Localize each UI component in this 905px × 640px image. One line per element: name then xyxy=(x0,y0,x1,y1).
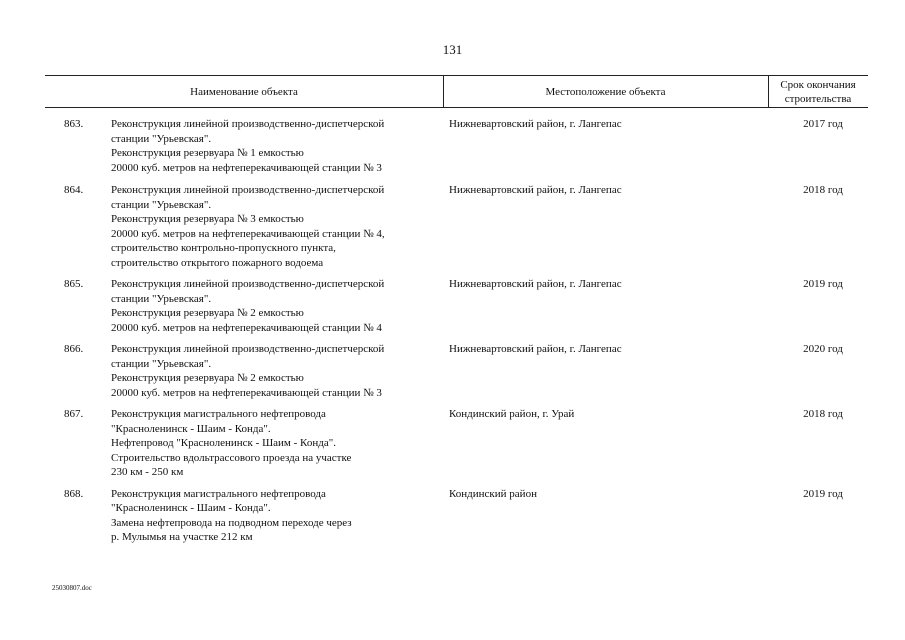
object-location: Кондинский район xyxy=(449,487,537,500)
object-name xyxy=(111,487,441,545)
row-number: 868. xyxy=(64,487,84,500)
object-name-line: Реконструкция линейной производственно-диспетчерской xyxy=(111,184,385,196)
object-name-line: Реконструкция резервуара № 1 емкостью xyxy=(111,147,304,159)
object-name-line: Замена нефтепровода на подводном переходе через xyxy=(111,516,352,529)
object-location: Нижневартовский район, г. Лангепас xyxy=(449,118,622,130)
column-header-deadline xyxy=(768,78,868,106)
object-name-line: Реконструкция линейной производственно-диспетчерской xyxy=(111,278,385,290)
completion-year: 2018 год xyxy=(803,408,843,420)
object-name xyxy=(111,342,441,400)
completion-year: 2019 год xyxy=(803,487,843,500)
object-name-line: Реконструкция резервуара № 2 емкостью xyxy=(111,372,304,384)
completion-year: 2019 год xyxy=(803,278,843,290)
object-name xyxy=(111,407,441,480)
object-name-line: Реконструкция резервуара № 2 емкостью xyxy=(111,307,304,319)
table-header-bottom-rule xyxy=(45,107,868,108)
object-name-line: строительство открытого пожарного водоема xyxy=(111,256,324,269)
object-name-line: "Красноленинск - Шаим - Конда". xyxy=(111,422,271,435)
object-name-line: Реконструкция линейной производственно-диспетчерской xyxy=(111,343,385,355)
object-name-line: 20000 куб. метров на нефтеперекачивающей станции № 3 xyxy=(111,386,382,399)
table-row xyxy=(0,342,905,400)
object-name-line: станции "Урьевская". xyxy=(111,357,212,370)
object-name xyxy=(111,117,441,175)
row-number: 866. xyxy=(64,343,84,355)
object-name-line: "Красноленинск - Шаим - Конда". xyxy=(111,502,271,514)
table-row xyxy=(0,487,905,545)
completion-year: 2017 год xyxy=(803,118,843,130)
column-header-deadline-line1: Срок окончания xyxy=(780,79,856,91)
column-header-name: Наименование объекта xyxy=(190,86,298,98)
object-name-line: станции "Урьевская". xyxy=(111,198,212,211)
object-location: Нижневартовский район, г. Лангепас xyxy=(449,343,622,355)
object-name-line: Реконструкция магистрального нефтепровода xyxy=(111,487,326,500)
object-location: Нижневартовский район, г. Лангепас xyxy=(449,184,622,196)
table-body xyxy=(0,117,905,545)
object-name-line: станции "Урьевская". xyxy=(111,132,212,145)
row-number: 864. xyxy=(64,184,84,196)
completion-year: 2020 год xyxy=(803,343,843,355)
object-location: Кондинский район, г. Урай xyxy=(449,408,575,420)
page-number: 131 xyxy=(442,42,463,57)
object-location: Нижневартовский район, г. Лангепас xyxy=(449,278,622,290)
row-number: 865. xyxy=(64,278,84,290)
document-filename: 25030807.doc xyxy=(52,584,92,592)
object-name-line: станции "Урьевская". xyxy=(111,292,212,305)
column-header-location: Местоположение объекта xyxy=(545,86,666,98)
table-row xyxy=(0,277,905,335)
object-name-line: строительство контрольно-пропускного пункта, xyxy=(111,242,336,254)
object-name-line: р. Мулымья на участке 212 км xyxy=(111,531,253,543)
table-row xyxy=(0,407,905,480)
table-row xyxy=(0,117,905,175)
object-name-line: 20000 куб. метров на нефтеперекачивающей станции № 4 xyxy=(111,321,382,334)
table-row xyxy=(0,183,905,270)
object-name-line: 20000 куб. метров на нефтеперекачивающей станции № 3 xyxy=(111,161,382,174)
object-name-line: Реконструкция резервуара № 3 емкостью xyxy=(111,213,304,225)
object-name-line: Строительство вдольтрассового проезда на участке xyxy=(111,451,352,464)
table-header-top-rule xyxy=(45,75,868,76)
object-name-line: 230 км - 250 км xyxy=(111,466,184,478)
object-name-line: Реконструкция магистрального нефтепровода xyxy=(111,408,326,420)
object-name xyxy=(111,277,441,335)
completion-year: 2018 год xyxy=(803,184,843,196)
object-name xyxy=(111,183,441,270)
column-header-deadline-line2: строительства xyxy=(784,93,852,105)
row-number: 863. xyxy=(64,118,84,130)
object-name-line: Нефтепровод "Красноленинск - Шаим - Конда". xyxy=(111,437,336,449)
row-number: 867. xyxy=(64,408,84,420)
object-name-line: Реконструкция линейной производственно-диспетчерской xyxy=(111,118,385,130)
object-name-line: 20000 куб. метров на нефтеперекачивающей станции № 4, xyxy=(111,227,385,240)
